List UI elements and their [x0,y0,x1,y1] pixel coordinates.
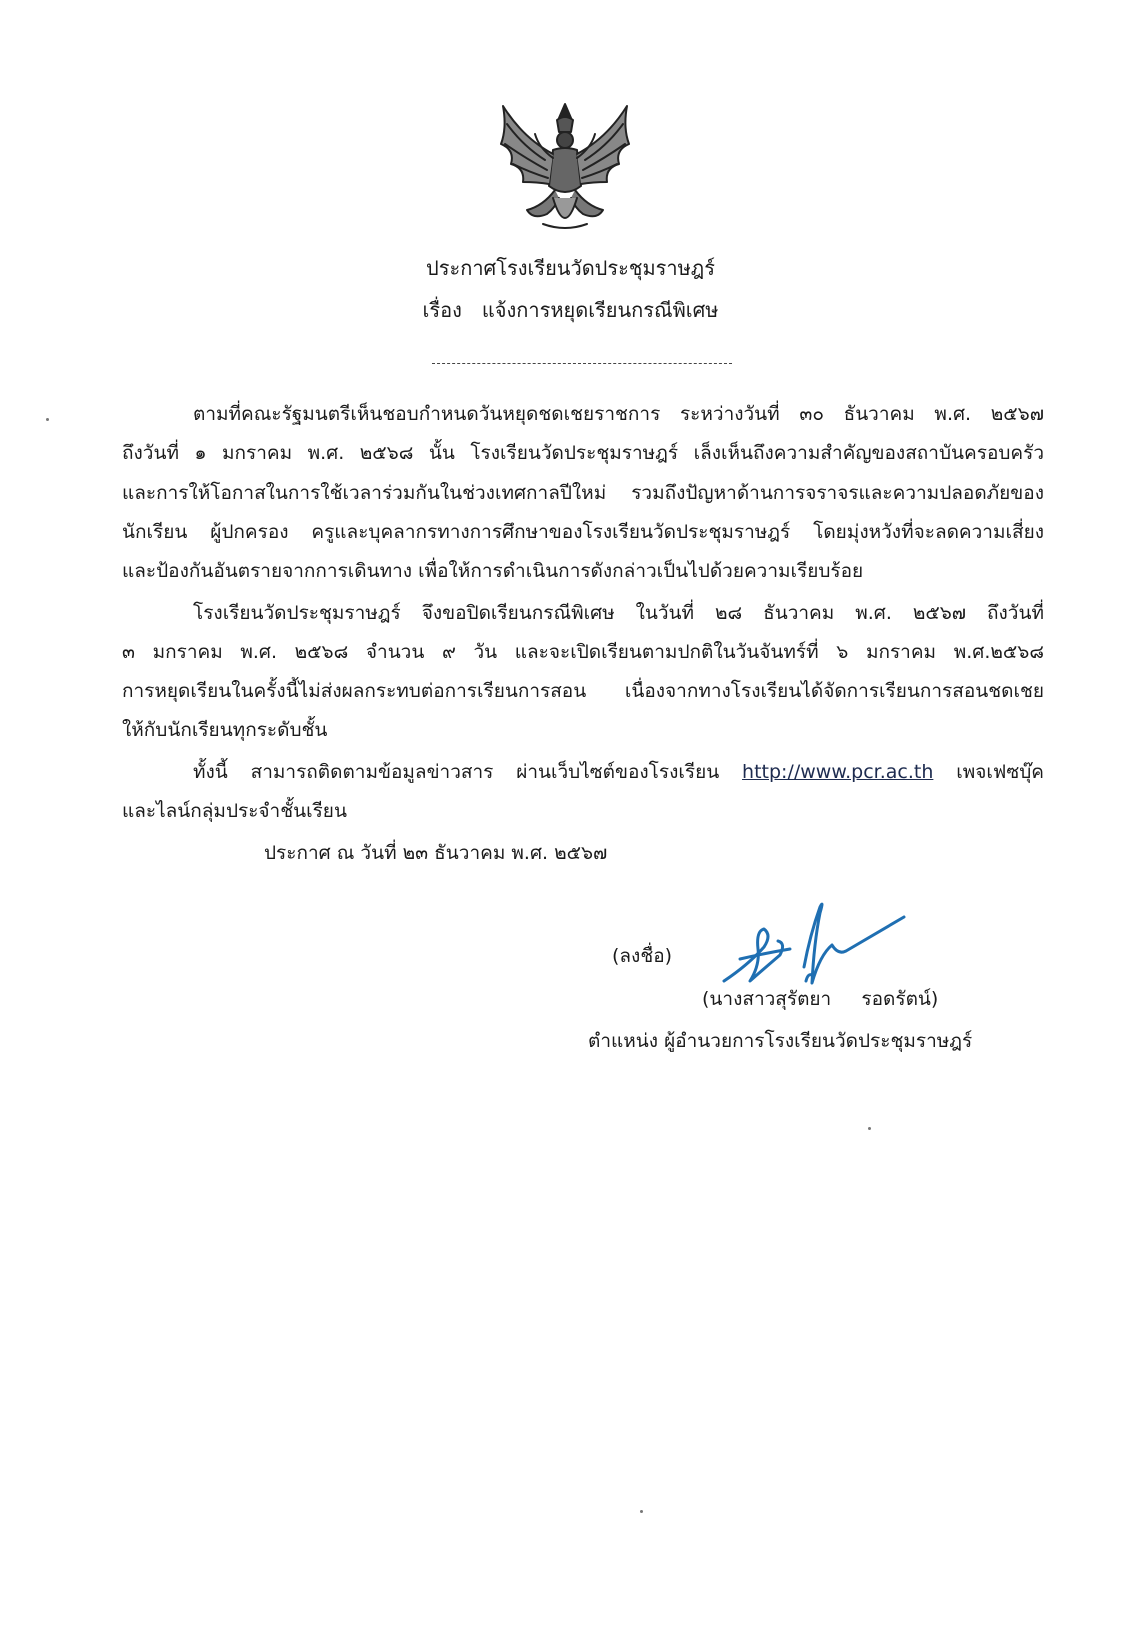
paragraph-2-line: ให้กับนักเรียนทุกระดับชั้น [122,719,328,741]
paragraph-1-line: และป้องกันอันตรายจากการเดินทาง เพื่อให้การดำเนินการดังกล่าวเป็นไปด้วยความเรียบร้อย [122,560,864,582]
paragraph-3-facebook: เพจเฟซบุ๊ค [956,761,1044,783]
subject-text: แจ้งการหยุดเรียนกรณีพิเศษ [481,298,719,322]
subject-label: เรื่อง [422,298,462,322]
scan-speck [640,1510,643,1513]
announce-date: ประกาศ ณ วันที่ ๒๓ ธันวาคม พ.ศ. ๒๕๖๗ [264,842,608,864]
signer-name: (นางสาวสุรัตยา รอดรัตน์) [702,988,939,1010]
paragraph-2-line: ๓ มกราคม พ.ศ. ๒๕๖๘ จำนวน ๙ วัน และจะเปิดเรียนตามปกติในวันจันทร์ที่ ๖ มกราคม พ.ศ.๒๕๖๘ [122,641,1044,663]
scan-speck [46,418,49,421]
paragraph-2-line: โรงเรียนวัดประชุมราษฎร์ จึงขอปิดเรียนกรณีพิเศษ ในวันที่ ๒๘ ธันวาคม พ.ศ. ๒๕๖๗ ถึงวันที่ [193,602,1044,624]
signature-scribble [720,895,910,995]
paragraph-2-line: การหยุดเรียนในครั้งนี้ไม่ส่งผลกระทบต่อการเรียนการสอน เนื่องจากทางโรงเรียนได้จัดการเรียนการสอนชดเชย [122,680,1044,702]
signer-position: ตำแหน่ง ผู้อำนวยการโรงเรียนวัดประชุมราษฎร์ [588,1030,973,1052]
scan-speck [868,1127,871,1130]
paragraph-3-line [193,758,1044,786]
paragraph-1-line: และการให้โอกาสในการใช้เวลาร่วมกันในช่วงเทศกาลปีใหม่ รวมถึงปัญหาด้านการจราจรและความปลอดภัยของ [122,482,1044,504]
paragraph-1-line: นักเรียน ผู้ปกครอง ครูและบุคลากรทางการศึกษาของโรงเรียนวัดประชุมราษฎร์ โดยมุ่งหวังที่จะลดความเสี่ยง [122,521,1044,543]
paragraph-1-line: ถึงวันที่ ๑ มกราคม พ.ศ. ๒๕๖๘ นั้น โรงเรียนวัดประชุมราษฎร์ เล็งเห็นถึงความสำคัญของสถาบันครอบครัว [122,442,1044,464]
website-link[interactable]: http://www.pcr.ac.th [742,761,934,783]
paragraph-3-line: และไลน์กลุ่มประจำชั้นเรียน [122,800,347,822]
document-title: ประกาศโรงเรียนวัดประชุมราษฎร์ [426,256,715,280]
garuda-emblem-icon [493,98,637,240]
title-divider [432,363,732,364]
sign-label: (ลงชื่อ) [612,945,673,967]
paragraph-3-text: ทั้งนี้ สามารถติดตามข้อมูลข่าวสาร ผ่านเว็บไซต์ของโรงเรียน [193,761,720,783]
subject-line [0,296,1141,324]
paragraph-1-line: ตามที่คณะรัฐมนตรีเห็นชอบกำหนดวันหยุดชดเชยราชการ ระหว่างวันที่ ๓๐ ธันวาคม พ.ศ. ๒๕๖๗ [193,403,1044,425]
